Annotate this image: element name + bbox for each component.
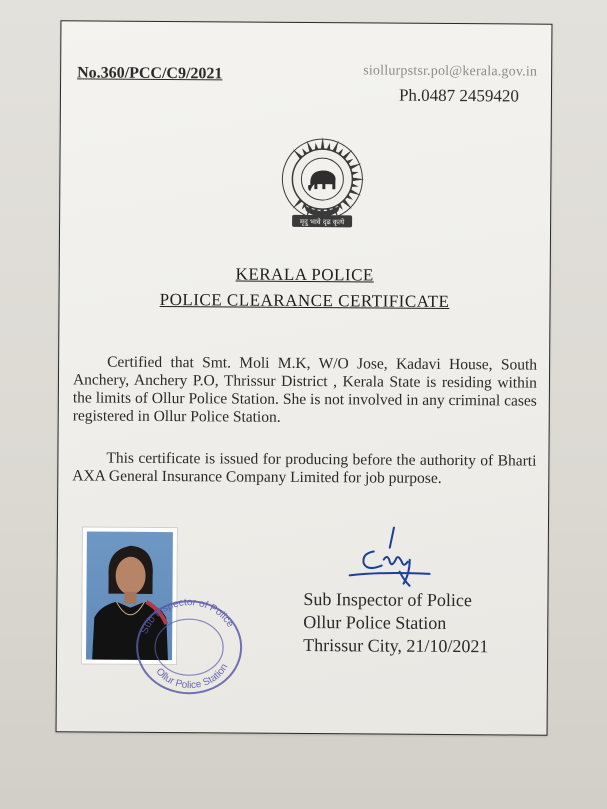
emblem-ray bbox=[327, 143, 331, 150]
signatory-place-date: Thrissur City, 21/10/2021 bbox=[303, 635, 489, 657]
svg-text:Sub Inspector of Police bbox=[139, 597, 236, 636]
phone-number: Ph.0487 2459420 bbox=[398, 85, 520, 106]
title-clearance-certificate: POLICE CLEARANCE CERTIFICATE bbox=[159, 289, 450, 312]
official-stamp bbox=[127, 587, 248, 698]
emblem-ray bbox=[293, 149, 303, 159]
emblem-ray bbox=[292, 199, 302, 209]
emblem-ray bbox=[342, 199, 352, 209]
emblem-ray bbox=[307, 140, 313, 152]
emblem-ray bbox=[349, 163, 361, 169]
email-address: siollurpstsr.pol@kerala.gov.in bbox=[363, 63, 538, 80]
certificate-paper bbox=[56, 20, 553, 735]
title-kerala-police: KERALA POLICE bbox=[235, 264, 374, 285]
emblem-ray bbox=[351, 172, 358, 176]
emblem-ray bbox=[351, 183, 358, 187]
signatory-designation: Sub Inspector of Police bbox=[303, 589, 472, 611]
purpose-paragraph: This certificate is issued for producing before the authority of Bharti AXA General Insurance Company Limited for job purpose. bbox=[72, 449, 537, 487]
emblem-motto: मृदु भावे दृढ कृत्ये bbox=[299, 217, 345, 227]
emblem-ray bbox=[315, 143, 319, 150]
emblem-ray bbox=[332, 140, 338, 152]
signatory-station: Ollur Police Station bbox=[303, 612, 447, 633]
handwritten-signature bbox=[343, 523, 433, 594]
signatory-block bbox=[303, 588, 489, 658]
stamp-bottom-text: Ollur Police Station bbox=[153, 662, 231, 692]
certification-paragraph: Certified that Smt. Moli M.K, W/O Jose, Kadavi House, South Anchery, Anchery P.O, Thrissur District , Kerala State is residing within the limits of Ollur Police Station. She is not involved in any criminal cases registered in Ollur Police Station. bbox=[72, 353, 538, 426]
emblem-ray bbox=[342, 150, 352, 160]
kerala-police-emblem bbox=[278, 135, 367, 236]
emblem-ray bbox=[349, 189, 361, 195]
stamp-top-text: Sub Inspector of Police bbox=[139, 597, 236, 636]
reference-number: No.360/PCC/C9/2021 bbox=[77, 64, 223, 83]
